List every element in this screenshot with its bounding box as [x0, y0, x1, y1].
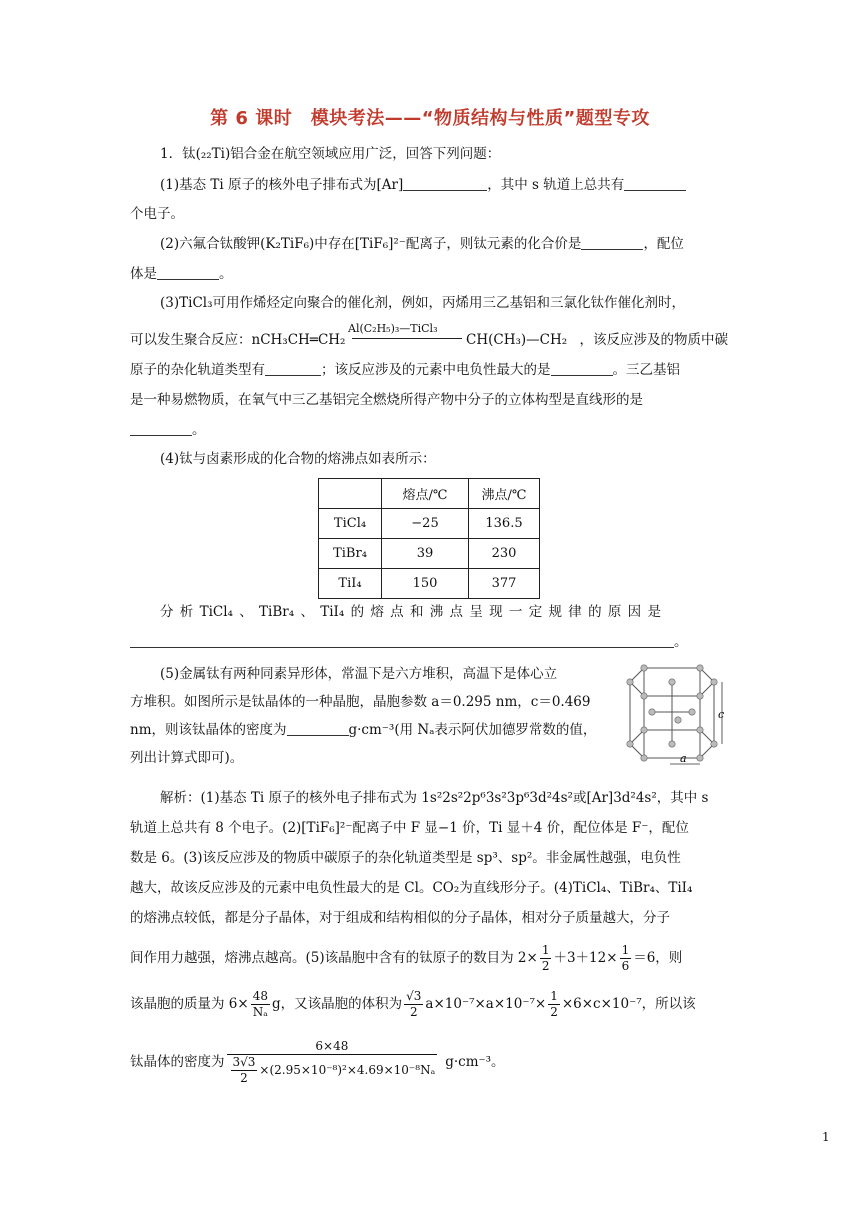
table-cell: TiCl₄ [319, 509, 382, 539]
fraction [404, 989, 423, 1020]
table-header-row [319, 479, 540, 509]
product: CH(CH₃)—CH₂ [466, 332, 568, 348]
answer-blank [403, 176, 487, 191]
question-part-4: (4)钛与卤素形成的化合物的熔沸点如表所示： [160, 451, 436, 467]
page-title: 第 6 课时 模块考法——“物质结构与性质”题型专攻 [210, 108, 650, 129]
question-part-2 [160, 234, 684, 254]
answer-blank [130, 421, 192, 436]
table-cell: 377 [469, 569, 540, 599]
figure-label-c: c [718, 708, 725, 721]
text: g·cm⁻³(用 Nₐ表示阿伏加德罗常数的值， [348, 722, 597, 738]
table-row [319, 539, 540, 569]
text: ，其中 s 轨道上总共有 [487, 177, 625, 193]
answer-blank [551, 361, 613, 376]
numerator: 1 [621, 943, 630, 957]
text: g，又该晶胞的体积为 [271, 996, 403, 1012]
reaction-arrow [352, 338, 462, 339]
text: 该晶胞的质量为 6× [130, 996, 249, 1012]
numerator: √3 [406, 989, 422, 1003]
table-cell: −25 [382, 509, 469, 539]
answer-blank [581, 235, 643, 250]
text: 间作用力越强，熔沸点越高。(5)该晶胞中含有的钛原子的数目为 2× [130, 950, 538, 966]
answer-line-density [130, 1034, 505, 1090]
question-part-5: (5)金属钛有两种同素异形体，常温下是六方堆积，高温下是体心立 [160, 666, 558, 682]
denominator: Nₐ [252, 1005, 268, 1019]
question-part-2-cont [130, 264, 233, 284]
answer-blank [287, 721, 349, 736]
catalyst-label: Al(C₂H₅)₃—TiCl₃ [348, 322, 438, 335]
table-cell: 39 [382, 539, 469, 569]
answer-line-mass-volume [130, 984, 696, 1024]
table-header [319, 479, 382, 509]
fraction [231, 1055, 258, 1086]
page-number: 1 [822, 1130, 830, 1144]
denominator: 2 [550, 1005, 558, 1019]
text: (2)六氟合钛酸钾(K₂TiF₆)中存在[TiF₆]²⁻配离子，则钛元素的化合价是 [160, 236, 582, 252]
crystal-cell-figure [622, 660, 728, 768]
denominator [227, 1055, 438, 1086]
question-part-3-cont [130, 360, 680, 380]
question-part-5-cont [130, 720, 596, 740]
fraction [540, 943, 552, 974]
text: a×10⁻⁷×a×10⁻⁷× [425, 996, 547, 1012]
text: 。 [192, 422, 206, 438]
text: ，配位 [643, 236, 684, 252]
text: 原子的杂化轨道类型有 [130, 362, 265, 378]
table-row [319, 509, 540, 539]
answer-line: 越大，故该反应涉及的元素中电负性最大的是 Cl。CO₂为直线形分子。(4)TiCl₄、TiBr₄、TiI₄ [130, 880, 693, 896]
question-part-3: (3)TiCl₃可用作烯烃定向聚合的催化剂，例如，丙烯用三乙基铝和三氯化钛作催化剂时， [160, 295, 686, 311]
figure-label-a: a [680, 752, 687, 765]
text: 是一种易燃物质，在氧气中三乙基铝完全燃烧所得产物中分子的立体构型是直线形的是 [130, 392, 643, 408]
table-row [319, 569, 540, 599]
table-cell: TiBr₄ [319, 539, 382, 569]
table-cell: 136.5 [469, 509, 540, 539]
text: nm，则该钛晶体的密度为 [130, 722, 287, 738]
reaction-product-line [466, 330, 728, 350]
question-part-1 [160, 175, 686, 195]
answer-blank [130, 633, 674, 648]
fraction [251, 989, 270, 1020]
numerator: 48 [252, 989, 268, 1003]
numerator: 1 [550, 989, 558, 1003]
text: (1)基态 Ti 原子的核外电子排布式为[Ar] [160, 177, 404, 193]
text: 可以发生聚合反应： [130, 332, 252, 348]
melting-boiling-table [318, 478, 540, 599]
fraction [620, 943, 632, 974]
answer-line-fractions [130, 938, 682, 978]
answer-line: 解析：(1)基态 Ti 原子的核外电子排布式为 1s²2s²2p⁶3s²3p⁶3d²4s²或[Ar]3d²4s²，其中 s [160, 790, 709, 806]
text: 列出计算式即可)。 [130, 750, 244, 766]
text: 方堆积。如图所示是钛晶体的一种晶胞，晶胞参数 a＝0.295 nm，c＝0.469 [130, 694, 591, 710]
answer-blank [265, 361, 321, 376]
answer-line: 的熔沸点较低，都是分子晶体，对于组成和结构相似的分子晶体，相对分子质量越大，分子 [130, 910, 670, 926]
text: 。三乙基铝 [612, 362, 680, 378]
question-intro: 1．钛(₂₂Ti)铝合金在航空领域应用广泛，回答下列问题： [160, 146, 501, 162]
text: 。 [219, 266, 233, 282]
text: ；该反应涉及的元素中电负性最大的是 [321, 362, 551, 378]
text: ×6×c×10⁻⁷，所以该 [561, 996, 696, 1012]
reaction-line [130, 330, 345, 350]
text: ＋3＋12× [553, 950, 618, 966]
text: 体是 [130, 266, 157, 282]
numerator: 1 [541, 943, 550, 957]
table-header: 沸点/℃ [469, 479, 540, 509]
text: 分 析 TiCl₄ 、 TiBr₄ 、 TiI₄ 的 熔 点 和 沸 点 呈 现 一 定 规 律 的 原 因 是 [160, 604, 661, 620]
text: ＝6，则 [633, 950, 683, 966]
table-header: 熔点/℃ [382, 479, 469, 509]
text: 。 [674, 634, 688, 650]
text: ×(2.95×10⁻⁸)²×4.69×10⁻⁸Nₐ [259, 1063, 436, 1077]
answer-blank [624, 176, 686, 191]
table-cell: 230 [469, 539, 540, 569]
denominator: 2 [240, 1071, 248, 1085]
text: ，该反应涉及的物质中碳 [579, 332, 728, 348]
answer-blank [157, 265, 219, 280]
numerator: 3√3 [232, 1055, 256, 1069]
table-cell: 150 [382, 569, 469, 599]
table-cell: TiI₄ [319, 569, 382, 599]
denominator: 2 [541, 959, 550, 973]
text: 钛晶体的密度为 [130, 1054, 225, 1070]
question-part-4-end [130, 632, 688, 652]
answer-line: 轨道上总共有 8 个电子。(2)[TiF₆]²⁻配离子中 F 显−1 价，Ti 显＋4 价，配位体是 F⁻，配位 [130, 820, 689, 836]
text: 个电子。 [130, 206, 184, 222]
answer-line: 数是 6。(3)该反应涉及的物质中碳原子的杂化轨道类型是 sp³、sp²。非金属性越强，电负性 [130, 850, 681, 866]
denominator: 6 [621, 959, 630, 973]
question-part-3-end [130, 420, 206, 440]
denominator: 2 [409, 1005, 418, 1019]
fraction [548, 989, 560, 1020]
density-fraction [227, 1039, 438, 1086]
numerator: 6×48 [227, 1039, 438, 1055]
text: g·cm⁻³。 [445, 1054, 505, 1070]
reactant: nCH₃CH═CH₂ [251, 332, 346, 348]
